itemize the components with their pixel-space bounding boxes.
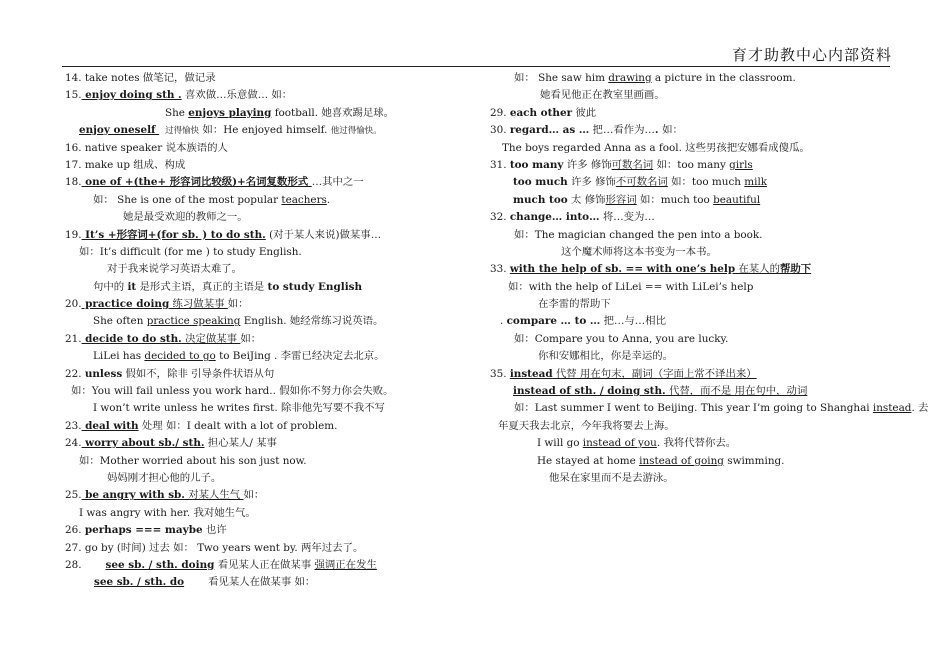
phrase: It’s +形容词+(for sb. ) to do sth.: [81, 228, 266, 241]
entry-22-example-2: I won’t write unless he writes first. 除非他先写要不我不写: [93, 402, 385, 415]
entry-19-example: 如：It’s difficult (for me ) to study English.: [79, 245, 302, 258]
entry-20-example: She often practice speaking English. 她经常练习说英语。: [93, 315, 384, 328]
entry-18: 18. one of +(the+ 形容词比较级)+名词复数形式 …其中之一: [65, 176, 364, 189]
entry-31b: too much 许多 修饰不可数名词 如：too much milk: [513, 176, 768, 189]
entry-29: 29. each other 彼此: [490, 106, 597, 119]
entry-33: 33. with the help of sb. == with one’s help 在某人的帮助下: [490, 263, 812, 276]
entry-28-translation: 她看见他正在教室里画画。: [540, 89, 665, 102]
entry-25-example: I was angry with her. 我对她生气。: [79, 506, 256, 519]
phrase: be angry with sb.: [81, 489, 185, 502]
entry-31c: much too 太 修饰形容词 如：much too beautiful: [513, 193, 761, 206]
phrase: enjoy doing sth .: [81, 89, 182, 102]
phrase: each other: [509, 106, 573, 119]
entry-35-example-3: He stayed at home instead of going swimming.: [537, 454, 785, 467]
entry-35-example-cont: 年夏天我去北京，今年我将要去上海。: [498, 419, 675, 432]
entry-28: 28. see sb. / sth. doing 看见某人正在做某事 强调正在发生: [65, 558, 377, 571]
entry-17: 17. make up 组成、构成: [65, 158, 186, 171]
entry-35: 35. instead 代替 用在句末，副词（字面上常不译出来）: [490, 367, 757, 380]
phrase: see sb. / sth. do: [94, 576, 185, 589]
phrase: too many: [509, 158, 564, 171]
entry-14: 14. take notes 做笔记，做记录: [65, 72, 216, 84]
entry-24: 24. worry about sb./ sth. 担心某人/ 某事: [65, 437, 277, 450]
entry-28-example: 如： She saw him drawing a picture in the classroom.: [514, 72, 796, 84]
entry-34-translation: 你和安娜相比，你是幸运的。: [538, 350, 674, 363]
entry-32: 32. change… into… 将…变为…: [490, 211, 655, 224]
entry-22: 22. unless 假如不，除非 引导条件状语从句: [65, 367, 275, 380]
phrase: deal with: [81, 419, 139, 432]
entry-26: 26. perhaps === maybe 也许: [65, 524, 227, 537]
entry-35-example-2: I will go instead of you. 我将代替你去。: [537, 437, 737, 450]
entry-35b: instead of sth. / doing sth. 代替，而不是 用在句中，动词: [513, 385, 808, 398]
entry-19: 19. It’s +形容词+(for sb. ) to do sth. (对于某人来说)做某事…: [65, 228, 382, 241]
entry-21: 21. decide to do sth. 决定做某事 如：: [65, 332, 262, 345]
entry-18-translation: 她是最受欢迎的教师之一。: [123, 211, 248, 224]
entry-24-translation: 妈妈刚才担心他的儿子。: [107, 471, 222, 484]
entry-23: 23. deal with 处理 如：I dealt with a lot of problem.: [65, 419, 338, 432]
entry-33-example: 如：with the help of LiLei == with LiLei’s help: [508, 280, 754, 293]
phrase: change… into…: [509, 211, 600, 224]
phrase: practice doing: [81, 298, 170, 311]
phrase: unless: [84, 367, 123, 380]
phrase: enjoy oneself: [79, 124, 160, 137]
phrase: regard… as …: [509, 124, 590, 137]
entry-15: 15. enjoy doing sth . 喜欢做…乐意做… 如：: [65, 89, 293, 102]
entry-31: 31. too many 许多 修饰可数名词 如：too many girls: [490, 158, 753, 171]
phrase: perhaps === maybe: [84, 524, 203, 537]
right-column: [490, 70, 929, 487]
phrase: with the help of sb. == with one’s help: [509, 263, 736, 276]
left-column: [65, 70, 475, 592]
entry-19-note: 句中的 it 是形式主语，真正的主语是 to study English: [93, 280, 363, 293]
phrase: much too: [513, 193, 568, 206]
entry-24-example: 如：Mother worried about his son just now.: [79, 454, 307, 467]
phrase: see sb. / sth. doing: [105, 558, 215, 571]
entry-22-example: 如：You will fail unless you work hard.. 假如你不努力你会失败。: [71, 385, 394, 398]
entry-15b: enjoy oneself 过得愉快 如：He enjoyed himself. 他过得愉快。: [79, 124, 382, 137]
header-divider: [62, 66, 890, 67]
entry-35-example: 如：Last summer I went to Beijing. This year I’m going to Shanghai instead. 去: [514, 402, 929, 415]
entry-20: 20. practice doing 练习做某事 如：: [65, 298, 249, 311]
entry-19-translation: 对于我来说学习英语太难了。: [107, 263, 243, 276]
entry-18-example: 如： She is one of the most popular teachers.: [93, 193, 331, 206]
entry-15-example: She enjoys playing football. 她喜欢踢足球。: [165, 106, 395, 119]
phrase: instead of sth. / doing sth.: [513, 385, 666, 398]
phrase: one of +(the+ 形容词比较级)+名词复数形式: [81, 176, 312, 189]
page-header-title: 育才助教中心内部资料: [731, 46, 892, 64]
entry-30: 30. regard… as … 把…看作为…. 如：: [490, 124, 683, 137]
entry-33-translation: 在李雷的帮助下: [538, 298, 611, 311]
entry-34-example: 如：Compare you to Anna, you are lucky.: [514, 332, 729, 345]
entry-32-example: 如：The magician changed the pen into a book.: [514, 228, 763, 241]
entry-21-example: LiLei has decided to go to BeiJing . 李雷已经决定去北京。: [93, 350, 385, 363]
entry-16: 16. native speaker 说本族语的人: [65, 141, 228, 154]
entry-32-translation: 这个魔术师将这本书变为一本书。: [561, 245, 717, 258]
entry-30-example: The boys regarded Anna as a fool. 这些男孩把安娜看成傻瓜。: [502, 141, 810, 154]
entry-25: 25. be angry with sb. 对某人生气 如：: [65, 489, 265, 502]
phrase: too much: [513, 176, 568, 189]
phrase: compare … to …: [506, 315, 601, 328]
entry-28b: see sb. / sth. do 看见某人在做某事 如：: [94, 576, 316, 589]
entry-35-translation-3: 他呆在家里而不是去游泳。: [549, 471, 674, 484]
entry-27: 27. go by (时间) 过去 如： Two years went by. 两年过去了。: [65, 541, 364, 554]
entry-34: . compare … to … 把…与…相比: [500, 315, 666, 328]
phrase: worry about sb./ sth.: [81, 437, 205, 450]
phrase: decide to do sth.: [81, 332, 182, 345]
phrase: instead: [509, 367, 553, 380]
